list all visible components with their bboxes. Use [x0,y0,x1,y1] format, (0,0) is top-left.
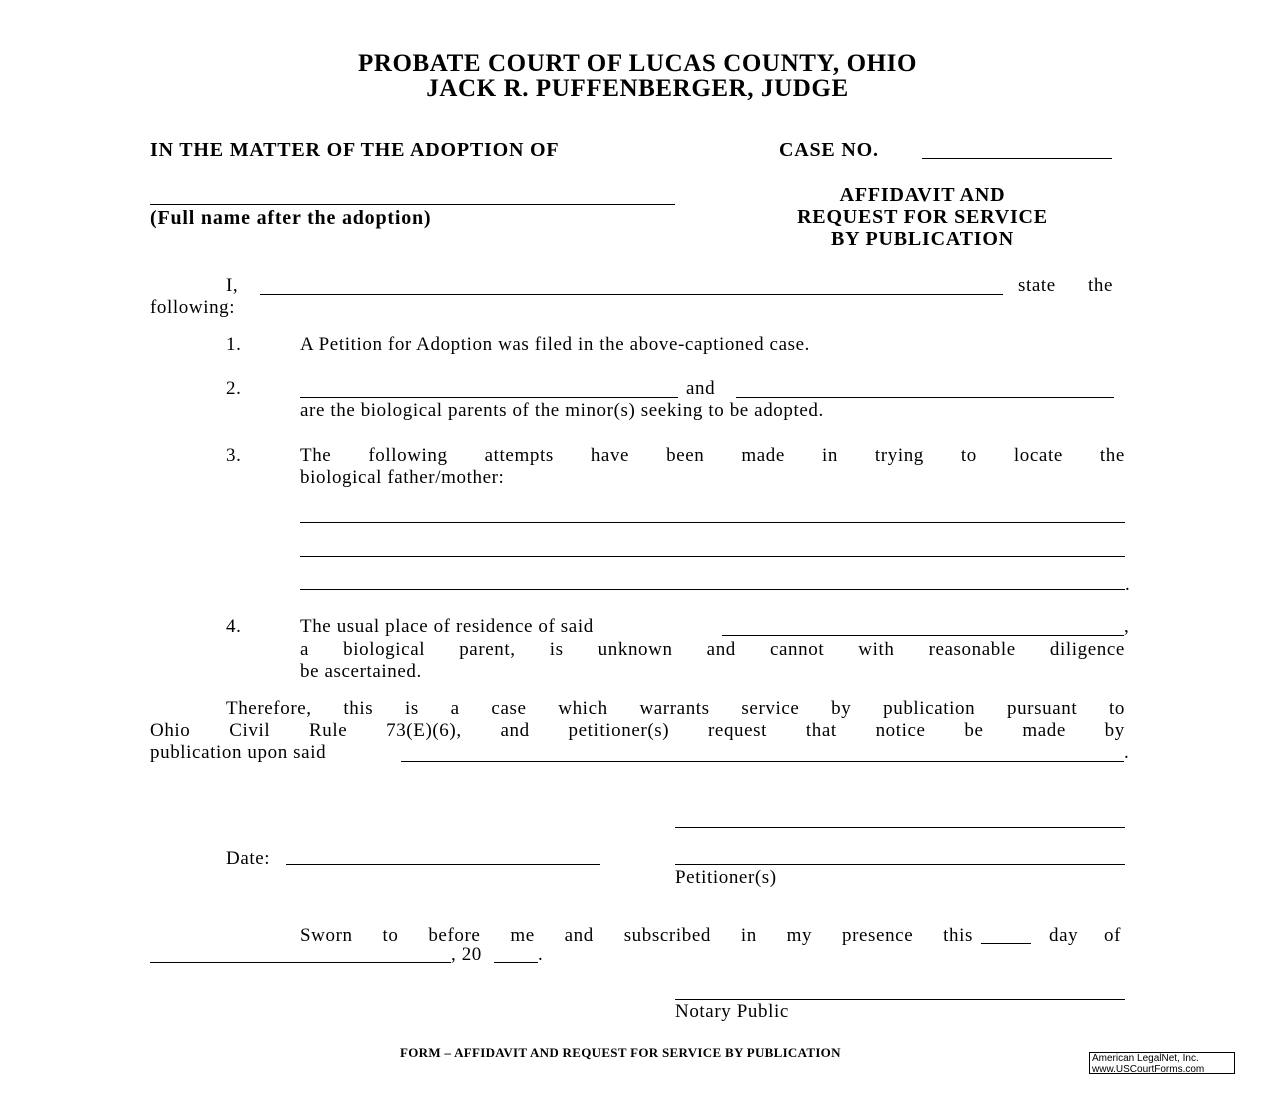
word: biological [343,639,426,660]
sworn-line-1 [300,925,973,947]
court-name: PROBATE COURT OF LUCAS COUNTY, OHIO [357,50,918,77]
item-4-comma: , [1124,616,1130,637]
case-no-label: CASE NO. [779,139,879,161]
word: publication [883,698,976,719]
therefore-line-1 [226,698,1125,720]
item-2-number: 2. [226,378,242,399]
word: by [831,698,852,719]
notary-label: Notary Public [675,1001,789,1022]
word: is [549,639,564,660]
word: in [821,445,838,466]
word: Civil [229,720,271,741]
form-footer-title: FORM – AFFIDAVIT AND REQUEST FOR SERVICE BY PUBLICATION [400,1045,841,1060]
word: request [707,720,768,741]
word: this [343,698,374,719]
word: be [964,720,984,741]
intro-state: state [1018,275,1056,296]
word: service [741,698,800,719]
item-3-line-1 [300,445,1125,467]
word: with [858,639,895,660]
word: to [382,925,399,946]
word: petitioner(s) [568,720,670,741]
attempts-field-3[interactable] [300,589,1125,590]
parent-2-field[interactable] [736,397,1114,398]
word: made [741,445,785,466]
item-4-line-3: be ascertained. [300,661,422,682]
word: warrants [639,698,710,719]
doc-title-line-2: REQUEST FOR SERVICE [797,206,1048,228]
adoptee-name-field[interactable] [150,204,675,205]
stamp-line-1: American LegalNet, Inc. [1092,1053,1199,1064]
intro-i: I, [226,275,239,296]
item-3-number: 3. [226,445,242,466]
word: a [450,698,460,719]
parent-1-field[interactable] [300,397,678,398]
word: Sworn [300,925,353,946]
word: trying [874,445,924,466]
petitioner-signature-field-1[interactable] [675,827,1125,828]
item-4-line-1: The usual place of residence of said [300,616,594,637]
doc-title-line-1: AFFIDAVIT AND [839,184,1006,206]
word: attempts [484,445,554,466]
word: Rule [309,720,348,741]
matter-caption: IN THE MATTER OF THE ADOPTION OF [150,139,560,161]
word: and [706,639,736,660]
full-name-note: (Full name after the adoption) [150,207,432,229]
word: a [300,639,310,660]
word: cannot [769,639,825,660]
word: unknown [597,639,673,660]
word: Ohio [150,720,191,741]
word: me [510,925,535,946]
word: presence [842,925,914,946]
word: parent, [459,639,516,660]
word: is [405,698,419,719]
affiant-name-field[interactable] [260,294,1003,295]
word: before [428,925,481,946]
word: the [1099,445,1125,466]
item-1-number: 1. [226,334,242,355]
sworn-day-label: day [1049,925,1079,946]
word: case [491,698,527,719]
intro-following: following: [150,297,236,318]
petitioner-signature-field-2[interactable] [675,864,1125,865]
word: Therefore, [226,698,312,719]
word: by [1104,720,1125,741]
sworn-of-label: of [1104,925,1122,946]
item-3-line-2: biological father/mother: [300,467,505,488]
word: have [590,445,630,466]
therefore-line-3: publication upon said [150,742,327,763]
sworn-year-prefix: , 20 [451,944,482,965]
word: 73(E)(6), [386,720,462,741]
word: to [1108,698,1125,719]
sworn-period: . [538,944,544,965]
sworn-month-field[interactable] [150,962,451,963]
item-2-and: and [686,378,716,399]
parent-residence-field[interactable] [722,635,1124,636]
intro-the: the [1088,275,1114,296]
word: in [740,925,757,946]
word: which [558,698,608,719]
date-label: Date: [226,848,271,869]
word: subscribed [623,925,711,946]
doc-title-line-3: BY PUBLICATION [831,228,1014,250]
word: pursuant [1006,698,1078,719]
word: this [943,925,973,946]
attempts-field-1[interactable] [300,522,1125,523]
item-4-number: 4. [226,616,242,637]
word: been [666,445,705,466]
word: following [368,445,448,466]
therefore-period: . [1124,742,1130,763]
word: to [960,445,977,466]
publisher-stamp [1089,1052,1235,1074]
publication-party-field[interactable] [401,761,1124,762]
case-no-field[interactable] [922,158,1112,159]
word: that [805,720,837,741]
sworn-day-field[interactable] [981,943,1031,944]
word: made [1022,720,1066,741]
date-field[interactable] [286,864,600,865]
attempts-field-2[interactable] [300,556,1125,557]
word: reasonable [928,639,1016,660]
item-1-text: A Petition for Adoption was filed in the above-captioned case. [300,334,810,355]
therefore-line-2 [150,720,1125,742]
word: The [300,445,332,466]
word: my [786,925,813,946]
stamp-line-2: www.USCourtForms.com [1092,1064,1205,1075]
item-4-line-2 [300,639,1125,661]
judge-name: JACK R. PUFFENBERGER, JUDGE [426,75,849,102]
word: and [564,925,594,946]
item-2-text: are the biological parents of the minor(s) seeking to be adopted. [300,400,824,421]
attempts-period: . [1125,574,1131,595]
word: notice [875,720,926,741]
word: and [500,720,530,741]
petitioners-label: Petitioner(s) [675,867,777,888]
sworn-year-field[interactable] [494,962,538,963]
word: locate [1013,445,1063,466]
word: diligence [1049,639,1125,660]
notary-signature-field[interactable] [675,999,1125,1000]
